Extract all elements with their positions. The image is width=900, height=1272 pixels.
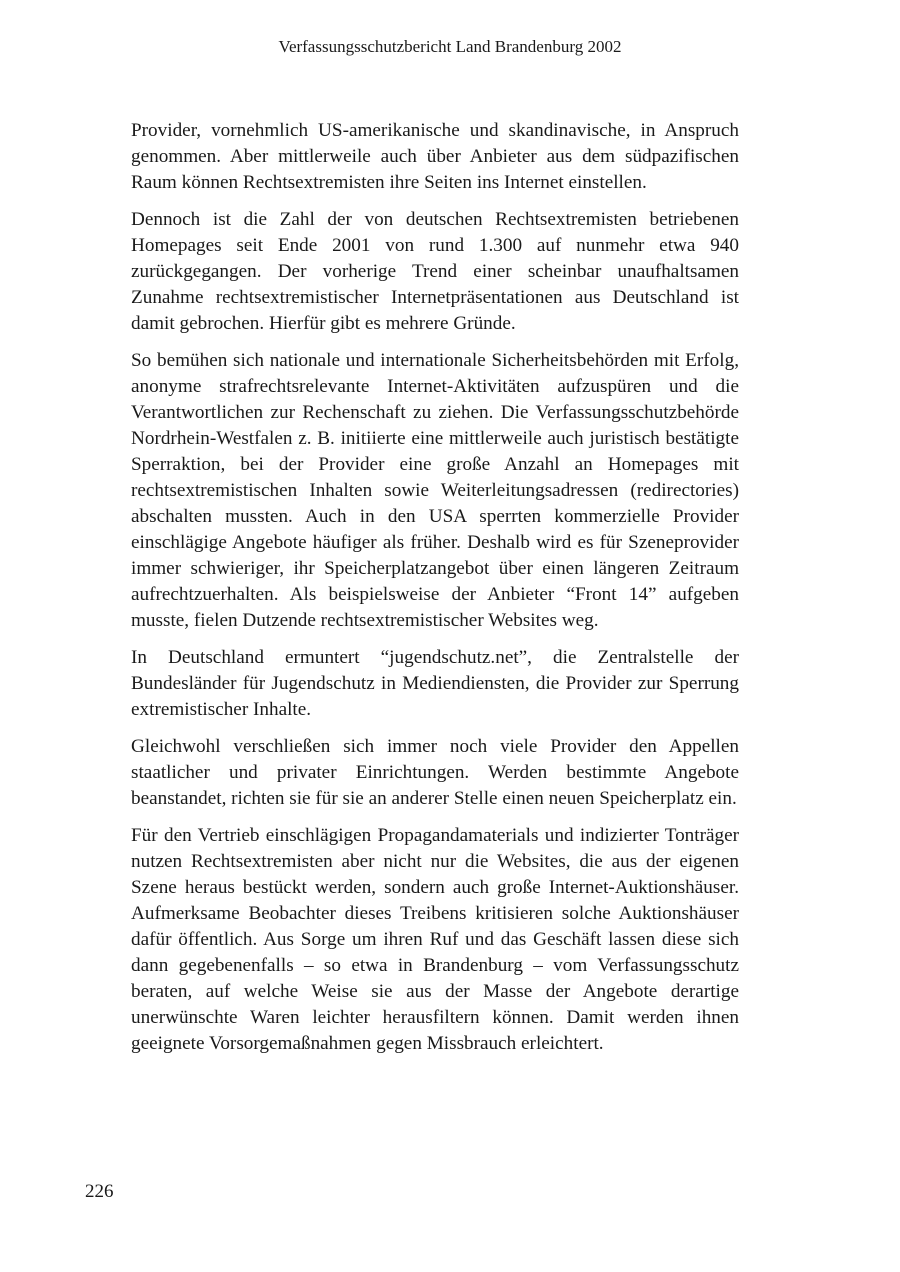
paragraph-5: Gleichwohl verschließen sich immer noch viele Provider den Appellen staatlicher und privater Einrichtungen. Werden bestimmte Angebote beanstandet, richten sie für sie an anderer Stelle einen neuen Speicherplatz ein. <box>131 736 739 809</box>
running-header: Verfassungsschutzbericht Land Brandenburg 2002 <box>278 37 622 56</box>
paragraph-1: Provider, vornehmlich US-amerikanische und skandinavische, in Anspruch genommen. Aber mittlerweile auch über Anbieter aus dem südpazifischen Raum können Rechtsextremisten ihre Seiten ins Internet einstellen. <box>131 120 739 193</box>
paragraph-3: So bemühen sich nationale und internationale Sicherheitsbehörden mit Erfolg, anonyme strafrechtsrelevante Internet-Aktivitäten aufzuspüren und die Verantwortlichen zur Rechenschaft zu ziehen. Die Verfassungsschutzbehörde Nordrhein-Westfalen z. B. initiierte eine mittlerweile auch juristisch bestätigte Sperraktion, bei der Provider eine große Anzahl an Homepages mit rechtsextremistischen Inhalten sowie Weiterleitungsadressen (redirectories) abschalten mussten. Auch in den USA sperrten kommerzielle Provider einschlägige Angebote häufiger als früher. Deshalb wird es für Szeneprovider immer schwieriger, ihr Speicherplatzangebot über einen längeren Zeitraum aufrechtzuerhalten. Als beispielsweise der Anbieter “Front 14” aufgeben musste, fielen Dutzende rechtsextremistischer Websites weg. <box>131 350 739 631</box>
paragraph-6: Für den Vertrieb einschlägigen Propagandamaterials und indizierter Tonträger nutzen Rechtsextremisten aber nicht nur die Websites, die aus der eigenen Szene heraus bestückt werden, sondern auch große Internet-Auktionshäuser. Aufmerksame Beobachter dieses Treibens kritisieren solche Auktionshäuser dafür öffentlich. Aus Sorge um ihren Ruf und das Geschäft lassen diese sich dann gegebenenfalls – so etwa in Brandenburg – vom Verfassungsschutz beraten, auf welche Weise sie aus der Masse der Angebote derartige unerwünschte Waren leichter herausfiltern können. Damit werden ihnen geeignete Vorsorgemaßnahmen gegen Missbrauch erleichtert. <box>131 825 739 1054</box>
page-number: 226 <box>85 1181 114 1202</box>
body-text <box>131 118 739 1068</box>
paragraph-2: Dennoch ist die Zahl der von deutschen Rechtsextremisten betriebenen Homepages seit Ende 2001 von rund 1.300 auf nunmehr etwa 940 zurückgegangen. Der vorherige Trend einer scheinbar unaufhaltsamen Zunahme rechtsextremistischer Internetpräsentationen aus Deutschland ist damit gebrochen. Hierfür gibt es mehrere Gründe. <box>131 209 739 334</box>
paragraph-4: In Deutschland ermuntert “jugendschutz.net”, die Zentralstelle der Bundesländer für Jugendschutz in Mediendiensten, die Provider zur Sperrung extremistischer Inhalte. <box>131 647 739 720</box>
